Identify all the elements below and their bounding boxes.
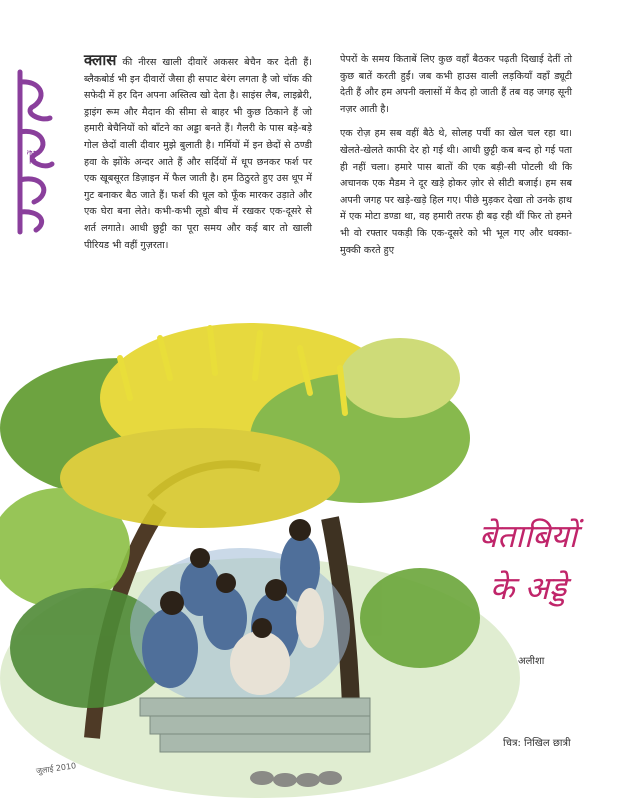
left-paragraph-1 — [84, 52, 312, 254]
title-line-2: के अड्डे — [489, 569, 567, 607]
issue-footer: जुलाई 2010 — [35, 761, 77, 776]
dropcap-word: क्लास — [84, 51, 117, 69]
section-tag — [6, 62, 66, 242]
right-paragraph-2: एक रोज़ हम सब वहीं बैठे थे, सोलह पर्ची का खेल चल रहा था। खेलते-खेलते काफी देर हो गई थी। आधी छुट्टी कब बन्द हो गई पता ही नहीं चला। हमारे पास बातों की एक बड़ी-सी पोटली थी कि अचानक एक मैडम ने दूर खड़े होकर ज़ोर से सीटी बजाई। हम सब अपनी जगह पर खड़े-खड़े हिल गए। पीछे मुड़कर देखा तो उनके हाथ में एक मोटा डण्डा था, वह हमारी तरफ ही बढ़ रही थीं फिर तो हमने भी वो रफ्तार पकड़ी कि एक-दूसरे को भी भूल गए और धक्का-मुक्की करते हुए — [340, 128, 572, 256]
right-column — [340, 52, 572, 267]
illustration-credit: चित्र: निखिल छात्री — [503, 738, 571, 749]
article-title — [448, 510, 608, 614]
left-column — [84, 52, 312, 262]
title-line-1: बेताबियों — [478, 517, 578, 555]
section-tag-text: यादें — [28, 150, 39, 164]
left-paragraph-text: की नीरस खाली दीवारें अकसर बेचैन कर देती हैं। ब्लैकबोर्ड भी इन दीवारों जैसा ही सपाट बेरंग लगता है जो चॉक की सफेदी में हर दिन अपना अस्तित्व खो देता है। साइंस लैब, लाइब्रेरी, ड्राइंग रूम और मैदान की सीमा से बाहर भी कुछ ठिकाने हैं जो हमारी बेचैनियों को बाँटने का अड्डा बनते हैं। गैलरी के पास बड़े-बड़े गोल छेदों वाली दीवार मुझे बुलाती है। गर्मियों में इन छेदों से ठण्डी हवा के झोंके अन्दर आते हैं और सर्दियों में धूप छनकर फर्श पर एक खूबसूरत डिज़ाइन में फैल जाती है। हम ठिठुरते हुए उस धूप में गुट बनाकर बैठ जाते हैं। फर्श की धूल को फूँक मारकर उड़ाते और एक घेरा बना लेते। कभी-कभी लूडो बीच में रखकर एक-दूसरे से शर्त लगाते। आधी छुट्टी का पूरा समय और कई बार तो खाली पीरियड भी वहीं गुज़रता। — [84, 57, 312, 251]
right-paragraph-1: पेपरों के समय किताबें लिए कुछ वहाँ बैठकर पढ़ती दिखाई देतीं तो कुछ बातें करती हुईं। जब कभी हाउस वाली लड़कियाँ वहाँ ड्यूटी देती हैं और हम अपनी क्लासों में कैद हो जाती हैं तब वह जगह सूनी नज़र आती है। — [340, 54, 572, 115]
author-name: अलीशा — [518, 656, 545, 667]
section-tag-lettering — [6, 62, 66, 242]
